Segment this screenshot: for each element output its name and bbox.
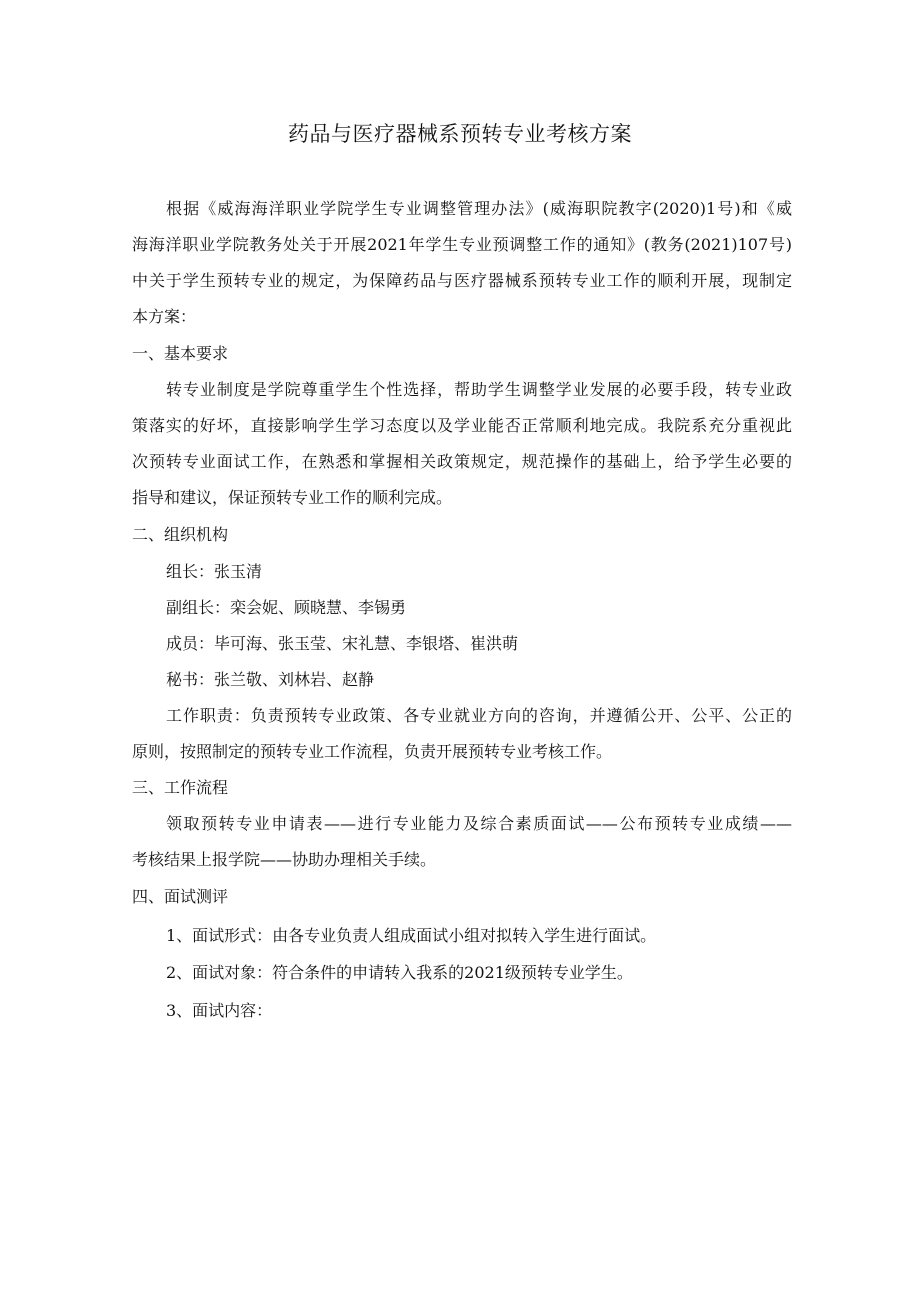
intro-line: 根据《威海海洋职业学院学生专业调整管理办法》(威海职院教字(2020)1号)和《威 <box>166 199 792 218</box>
section-heading-organization: 二、组织机构 <box>132 525 229 544</box>
section1-line: 策落实的好坏，直接影响学生学习态度以及学业能否正常顺利地完成。我院系充分重视此 <box>132 416 792 435</box>
intro-line: 中关于学生预转专业的规定，为保障药品与医疗器械系预转专业工作的顺利开展，现制定 <box>132 271 792 290</box>
section-heading-interview: 四、面试测评 <box>132 887 229 906</box>
group-secretaries: 秘书：张兰敬、刘林岩、赵静 <box>166 670 375 689</box>
section1-line: 转专业制度是学院尊重学生个性选择，帮助学生调整学业发展的必要手段，转专业政 <box>166 380 792 399</box>
section-heading-basic-requirements: 一、基本要求 <box>132 344 229 363</box>
interview-item-format: 1、面试形式：由各专业负责人组成面试小组对拟转入学生进行面试。 <box>166 926 657 945</box>
group-leader: 组长：张玉清 <box>166 562 263 581</box>
duties-paragraph <box>132 698 792 770</box>
workflow-line: 考核结果上报学院——协助办理相关手续。 <box>132 850 437 869</box>
duties-line: 工作职责：负责预转专业政策、各专业就业方向的咨询，并遵循公开、公平、公正的 <box>166 706 792 725</box>
workflow-line: 领取预转专业申请表——进行专业能力及综合素质面试——公布预转专业成绩—— <box>166 814 792 833</box>
group-members: 成员：毕可海、张玉莹、宋礼慧、李银塔、崔洪萌 <box>166 634 519 653</box>
intro-line: 本方案： <box>132 307 197 326</box>
intro-line: 海海洋职业学院教务处关于开展2021年学生专业预调整工作的通知》(教务(2021)107号) <box>132 235 792 254</box>
section1-line: 次预转专业面试工作，在熟悉和掌握相关政策规定，规范操作的基础上，给予学生必要的 <box>132 452 792 471</box>
vice-group-leaders: 副组长：栾会妮、顾晓慧、李锡勇 <box>166 598 407 617</box>
interview-item-content: 3、面试内容： <box>166 1001 273 1020</box>
section1-paragraph <box>132 372 792 516</box>
intro-paragraph <box>132 191 792 335</box>
section1-line: 指导和建议，保证预转专业工作的顺利完成。 <box>132 488 453 507</box>
document-title: 药品与医疗器械系预转专业考核方案 <box>288 122 632 146</box>
section-heading-workflow: 三、工作流程 <box>132 778 229 797</box>
workflow-paragraph <box>132 806 792 878</box>
duties-line: 原则，按照制定的预转专业工作流程，负责开展预转专业考核工作。 <box>132 742 613 761</box>
interview-item-target: 2、面试对象：符合条件的申请转入我系的2021级预转专业学生。 <box>166 963 633 982</box>
